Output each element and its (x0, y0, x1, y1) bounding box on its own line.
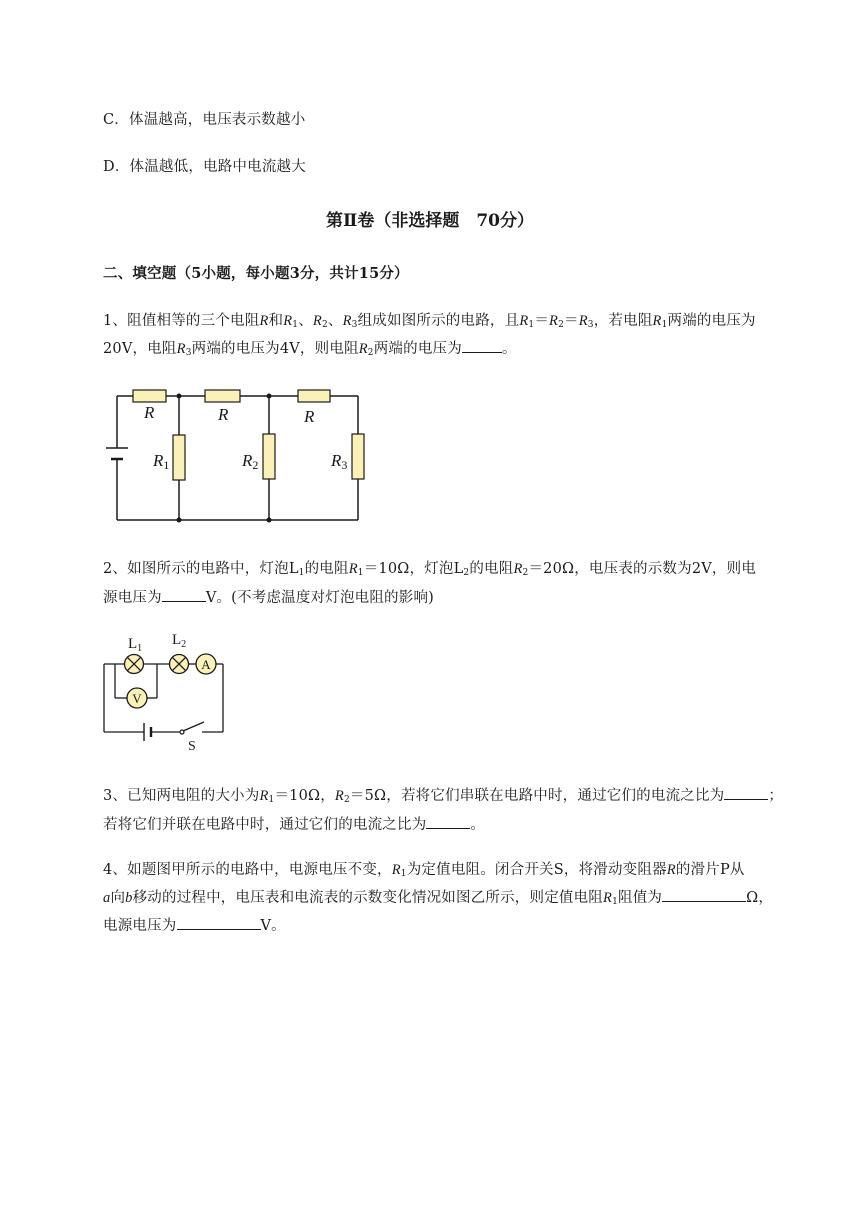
question-4-line-1: 4、如题图甲所示的电路中，电源电压不变，$R_1$为定值电阻。闭合开关S，将滑动变阻器R的滑片P从 (103, 862, 745, 879)
resistor-r1 (173, 435, 185, 480)
resistor-r3 (352, 434, 364, 479)
label-r-3: R (304, 407, 315, 426)
section-title: 二、填空题（5小题，每小题3分，共计15分） (103, 265, 409, 282)
junction-dot (177, 518, 182, 523)
label-l2: $L_2$ (172, 632, 187, 650)
question-1-line-1: 1、阻值相等的三个电阻R和$R_1$、$R_2$、$R_3$组成如图所示的电路，且$R_1=R_2=R_3$，若电阻$R_1$两端的电压为 (103, 313, 756, 330)
junction-dot (267, 518, 272, 523)
option-d: D．体温越低，电路中电流越大 (103, 159, 306, 175)
circuit-diagram-1 (100, 380, 375, 530)
answer-blank-q4-resistance[interactable] (662, 889, 746, 902)
question-4-line-3: 电源电压为 V。 (103, 918, 286, 934)
label-r1: R1 (153, 451, 170, 472)
label-r2: R2 (242, 451, 259, 472)
junction-dot (177, 394, 182, 399)
question-2-line-2: 源电压为 V。(不考虑温度对灯泡电阻的影响) (103, 590, 434, 606)
lamp-l2-icon (170, 655, 189, 674)
resistor-r-2 (205, 390, 240, 402)
label-switch: S (188, 739, 196, 754)
answer-blank-q4-voltage[interactable] (177, 917, 261, 930)
label-l1: $L_1$ (128, 636, 143, 654)
label-r-2: R (218, 405, 229, 424)
resistor-r2 (263, 434, 275, 479)
ammeter-label: A (201, 657, 211, 672)
label-r-1: R (144, 403, 155, 422)
switch-lever (183, 722, 204, 731)
label-r3: R3 (331, 451, 348, 472)
answer-blank-q3-series[interactable] (724, 787, 768, 800)
question-3-line-2: 若将它们并联在电路中时，通过它们的电流之比为 。 (103, 817, 486, 833)
lamp-l1-icon (125, 655, 144, 674)
question-3-line-1: 3、已知两电阻的大小为$R_1=10\Omega$，$R_2=5\Omega$，若将它们串联在电路中时，通过它们的电流之比为 ； (103, 788, 784, 805)
question-1-line-2: 20V，电阻$R_3$两端的电压为4V，则电阻$R_2$两端的电压为 。 (103, 341, 517, 358)
voltmeter-label: V (132, 691, 142, 706)
question-4-line-2: a向b移动的过程中，电压表和电流表的示数变化情况如图乙所示，则定值电阻$R_1$阻值为 Ω， (103, 890, 774, 907)
answer-blank-q2[interactable] (162, 589, 206, 602)
resistor-r-3 (298, 390, 330, 402)
junction-dot (267, 394, 272, 399)
answer-blank-q1[interactable] (462, 340, 502, 353)
question-2-line-1: 2、如图所示的电路中，灯泡$L_1$的电阻$R_1=10\Omega$，灯泡$L_2$的电阻$R_2=20\Omega$，电压表的示数为2V，则电 (103, 561, 757, 578)
resistor-r-1 (133, 390, 166, 402)
circuit-diagram-2 (100, 626, 235, 756)
part-title: 第Ⅱ卷（非选择题 70分） (326, 211, 534, 231)
answer-blank-q3-parallel[interactable] (426, 816, 470, 829)
option-c: C．体温越高，电压表示数越小 (103, 112, 306, 128)
